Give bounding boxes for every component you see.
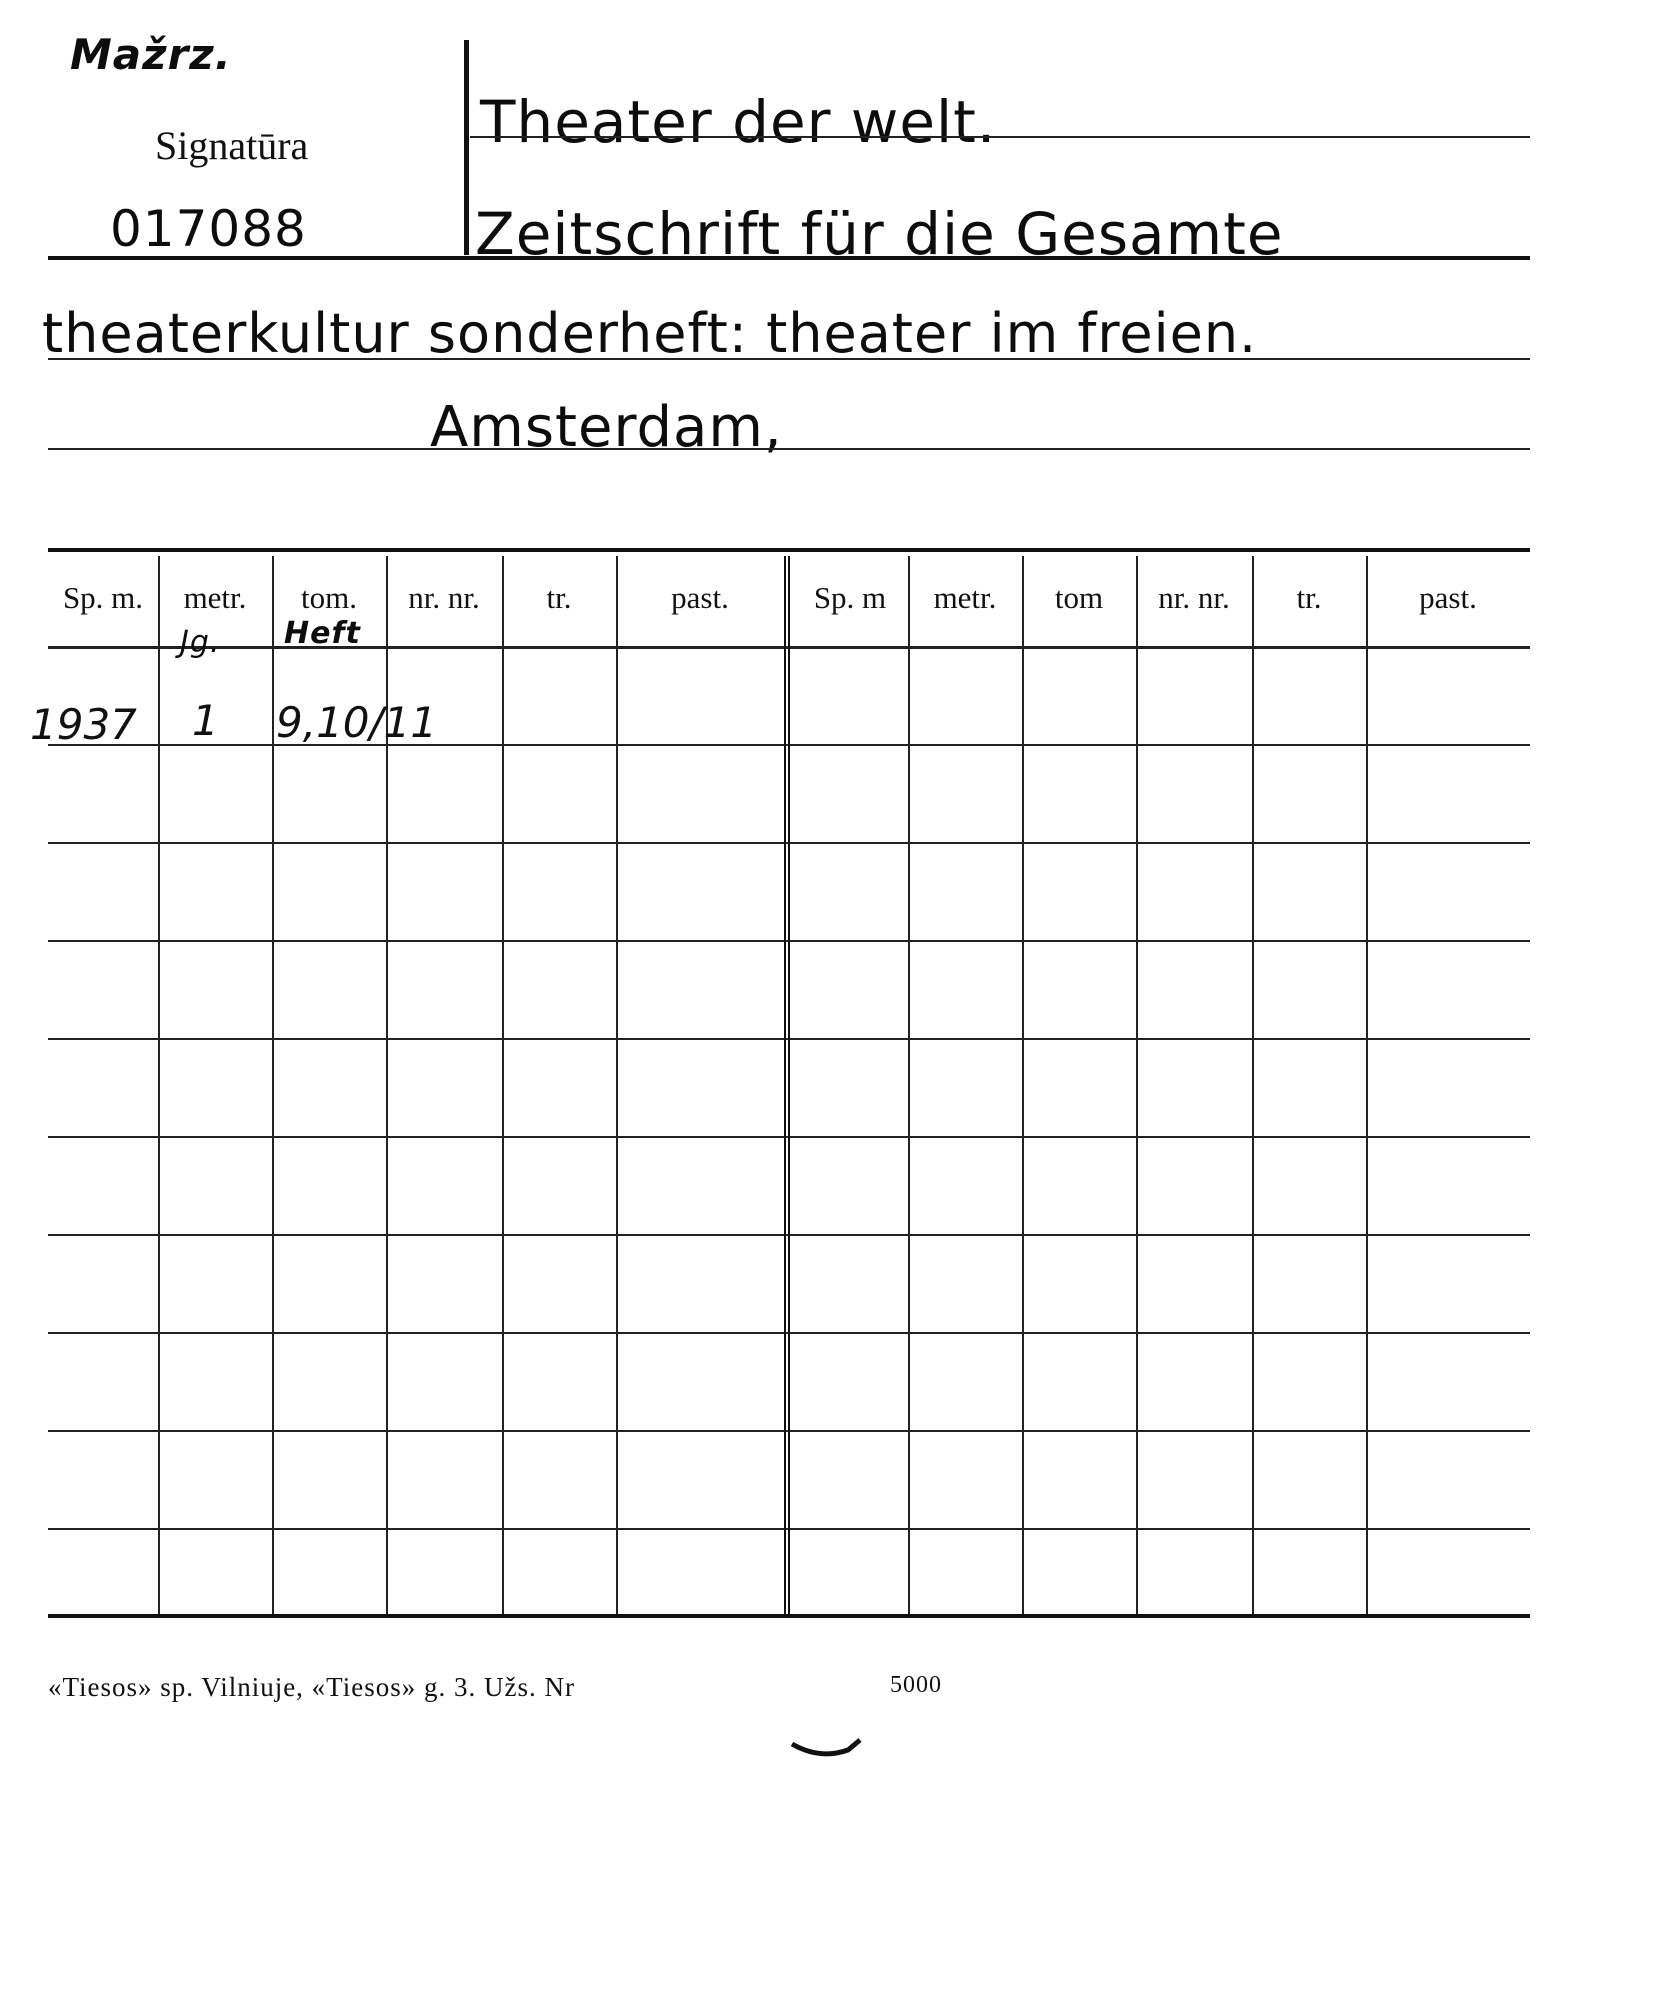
col-line	[1366, 556, 1368, 1614]
header-tr-right: tr.	[1296, 580, 1322, 615]
table-bottom-rule	[48, 1614, 1530, 1618]
rule-4	[48, 448, 1530, 450]
header-nr-nr-right: nr. nr.	[1158, 580, 1230, 615]
header-tr: tr.	[546, 580, 572, 615]
rule-3	[48, 358, 1530, 360]
header-metr-right: metr.	[933, 580, 997, 615]
title-line-2: Zeitschrift für die Gesamte	[475, 200, 1284, 268]
center-double-line	[784, 556, 796, 1614]
col-line	[1136, 556, 1138, 1614]
col-line	[1022, 556, 1024, 1614]
header-sp-m-right: Sp. m	[813, 580, 887, 615]
col-line	[272, 556, 274, 1614]
header-past-right: past.	[1419, 580, 1477, 615]
signature-number: 017088	[110, 200, 307, 258]
corner-note: Mažrz.	[70, 30, 232, 79]
col-line	[158, 556, 160, 1614]
col-line	[616, 556, 618, 1614]
header-past: past.	[671, 580, 729, 615]
cell-year: 1937	[30, 700, 137, 749]
header-annotation-jg: Jg.	[180, 625, 221, 660]
cell-volume: 1	[192, 696, 219, 745]
cell-issues: 9,10/11	[276, 698, 438, 747]
col-line	[502, 556, 504, 1614]
title-line-3: theaterkultur sonderheft: theater im freien.	[42, 302, 1258, 365]
header-annotation-heft: Heft	[284, 616, 361, 651]
title-line-4: Amsterdam,	[430, 395, 783, 460]
header-tom: tom.	[301, 580, 357, 615]
col-line	[1252, 556, 1254, 1614]
rule-1	[470, 136, 1530, 138]
title-line-1: Theater der welt.	[480, 88, 997, 156]
printer-imprint: «Tiesos» sp. Vilniuje, «Tiesos» g. 3. Užs. Nr	[48, 1672, 575, 1702]
header-sp-m: Sp. m.	[62, 580, 144, 615]
header-nr-nr: nr. nr.	[408, 580, 480, 615]
header-metr: metr.	[183, 580, 247, 615]
signature-label: Signatūra	[155, 123, 309, 168]
print-run: 5000	[890, 1672, 942, 1698]
title-margin-line	[464, 40, 469, 255]
col-line	[908, 556, 910, 1614]
table-top-rule	[48, 548, 1530, 552]
ink-mark	[790, 1730, 870, 1770]
rule-2	[48, 256, 1530, 260]
header-tom-right: tom	[1054, 580, 1104, 615]
